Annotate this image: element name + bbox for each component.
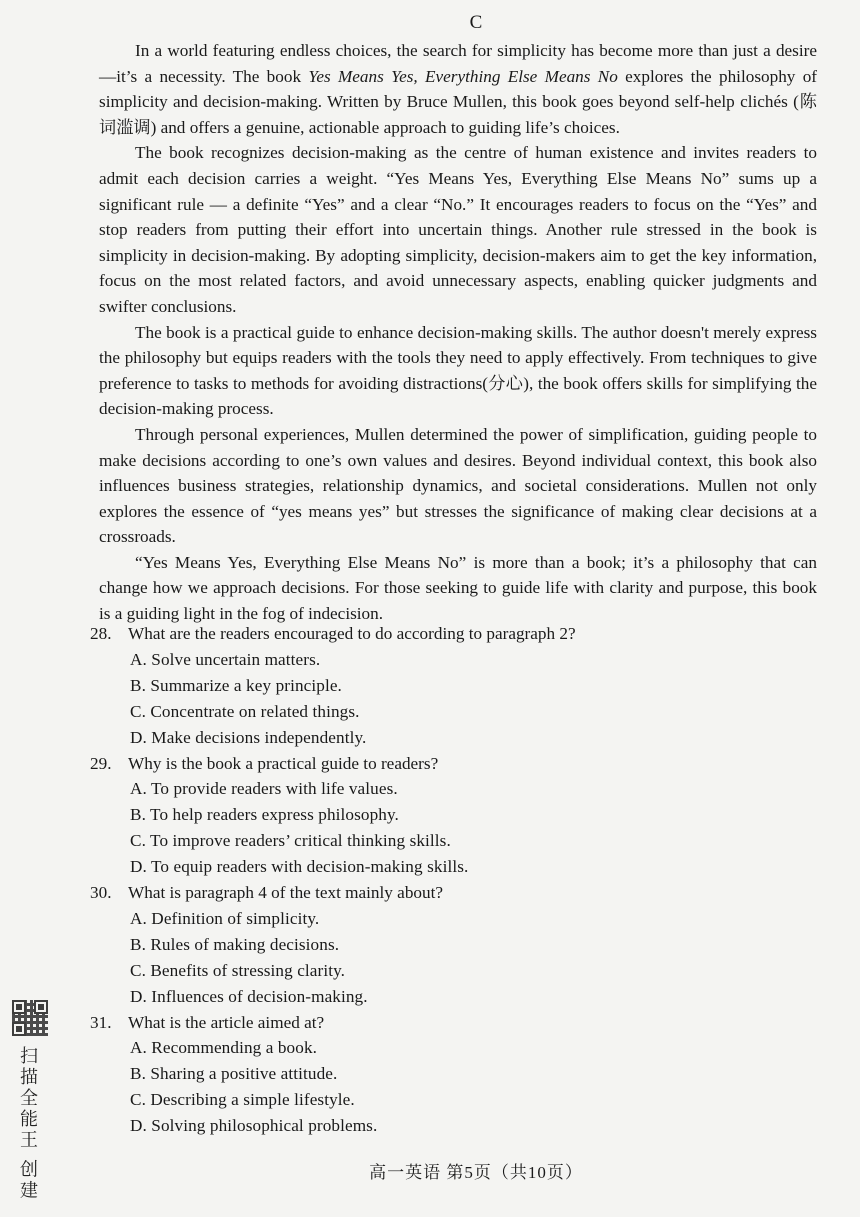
option-d: D. Make decisions independently. (130, 727, 367, 747)
reading-passage (99, 38, 817, 627)
question-stem: What is the article aimed at? (128, 1012, 325, 1032)
question-number: 31. (90, 1012, 112, 1032)
qr-code-icon (12, 1000, 48, 1036)
question-stem: What is paragraph 4 of the text mainly about? (128, 883, 443, 903)
option-a: A. To provide readers with life values. (130, 779, 398, 799)
option-c: C. Benefits of stressing clarity. (130, 960, 346, 980)
option-b: B. To help readers express philosophy. (130, 805, 399, 825)
section-letter: C (469, 12, 483, 33)
question-30 (90, 880, 810, 1010)
option-b: B. Rules of making decisions. (130, 934, 340, 954)
question-stem: Why is the book a practical guide to readers? (128, 753, 439, 773)
paragraph-1-intro: In a world featuring endless choices, the search for simplicity has become more than just a desire—it’s a necessity. The book (99, 41, 817, 86)
paragraph-3: The book is a practical guide to enhance decision-making skills. The author doesn't merely express the philosophy but equips readers with the tools they need to apply effectively. From techniques to give preference to tasks to methods for avoiding distractions(分心), the book offers skills for simplifying the decision-making process. (99, 322, 817, 419)
option-d: D. To equip readers with decision-making skills. (130, 857, 469, 877)
option-b: B. Sharing a positive attitude. (130, 1064, 338, 1084)
scanner-watermark: 扫描全能王 创建 (17, 1046, 38, 1202)
paragraph-4: Through personal experiences, Mullen determined the power of simplification, guiding people to make decisions according to one’s own values and desires. Beyond individual context, this book also influences business strategies, relationship dynamics, and societal considerations. Mullen not only explores the essence of “yes means yes” but stresses the significance of making clear decisions at a crossroads. (99, 424, 817, 547)
option-d: D. Influences of decision-making. (130, 986, 368, 1006)
paragraph-2: The book recognizes decision-making as the centre of human existence and invites readers to admit each decision carries a weight. “Yes Means Yes, Everything Else Means No” sums up a significant rule — a definite “Yes” and a clear “No.” It encourages readers to focus on the “Yes” and stop readers from putting their effort into uncertain things. Another rule stressed in the book is simplicity in decision-making. By adopting simplicity, decision-makers aim to get the key information, focus on the most related factors, and avoid unnecessary aspects, enabling quicker judgments and swifter conclusions. (99, 143, 817, 316)
question-number: 29. (90, 753, 112, 773)
option-b: B. Summarize a key principle. (130, 675, 342, 695)
page-footer: 高一英语 第5页（共10页） (369, 1163, 583, 1182)
option-a: A. Definition of simplicity. (130, 908, 320, 928)
question-list (90, 621, 810, 1139)
paragraph-1-rest: explores the philosophy of simplicity and decision-making. Written by Bruce Mullen, this book goes beyond self-help clichés (陈词滥调) and offers a genuine, actionable approach to guiding life’s choices. (99, 66, 818, 137)
question-stem: What are the readers encouraged to do according to paragraph 2? (128, 624, 576, 643)
option-d: D. Solving philosophical problems. (130, 1116, 378, 1136)
option-c: C. Concentrate on related things. (130, 701, 360, 721)
paragraph-1 (99, 38, 817, 140)
question-number: 30. (90, 883, 112, 903)
option-a: A. Recommending a book. (130, 1038, 318, 1058)
option-c: C. Describing a simple lifestyle. (130, 1090, 355, 1110)
book-title: Yes Means Yes, Everything Else Means No (308, 66, 618, 86)
question-28 (90, 621, 810, 751)
question-31 (90, 1010, 810, 1140)
option-c: C. To improve readers’ critical thinking skills. (130, 831, 451, 851)
paragraph-5: “Yes Means Yes, Everything Else Means No” is more than a book; it’s a philosophy that can change how we approach decisions. For those seeking to guide life with clarity and purpose, this book is a guiding light in the fog of indecision. (99, 552, 817, 624)
question-number: 28. (90, 624, 112, 643)
option-a: A. Solve uncertain matters. (130, 649, 321, 669)
question-29 (90, 751, 810, 881)
